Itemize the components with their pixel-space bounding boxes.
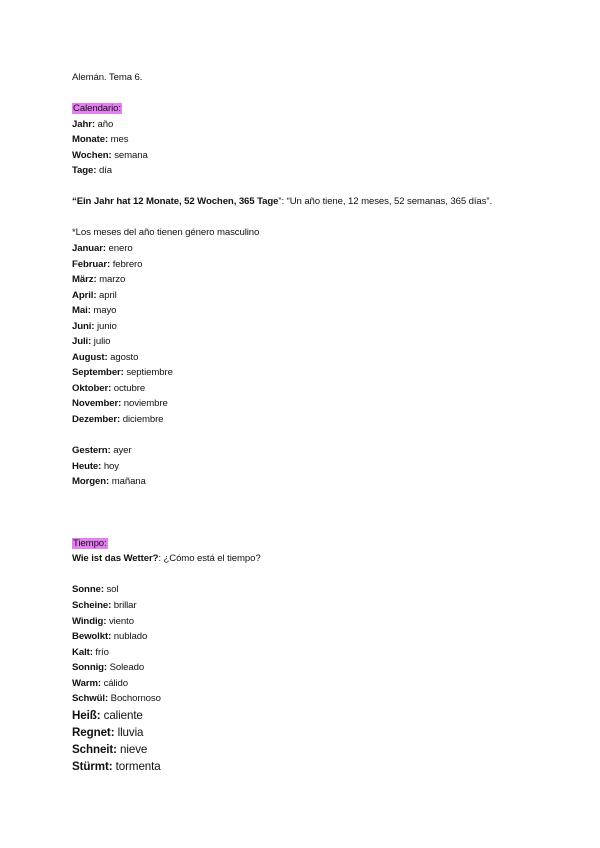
vocab-item [72,443,552,459]
vocab-item [72,707,552,724]
vocab-item [72,132,552,148]
german-term: März: [72,274,97,286]
spanish-translation: octubre [111,382,146,394]
spanish-translation: Bochornoso [108,693,161,705]
german-term: November: [72,398,122,410]
vocab-item [72,257,552,273]
german-term: Jahr: [72,118,95,130]
vocab-item [72,582,552,598]
german-term: Heute: [72,460,102,472]
section-heading-calendario: Calendario: [73,103,121,115]
vocab-item [72,288,552,304]
spanish-translation: april [96,289,117,301]
german-term: Heiß: [72,708,101,722]
spanish-translation: cálido [101,677,129,689]
document-title: Alemán. Tema 6. [72,72,143,83]
vocab-item [72,459,552,475]
vocab-item [72,474,552,490]
german-term: Morgen: [72,476,110,488]
german-term: Oktober: [72,382,112,394]
vocab-item [72,741,552,758]
german-term: Sonne: [72,584,104,596]
german-term: Monate: [72,134,109,146]
german-term: Warm: [72,677,101,689]
german-term: August: [72,351,108,363]
german-term: Kalt: [72,646,93,658]
german-term: September: [72,367,124,379]
spanish-translation: caliente [100,708,143,722]
german-term: Juli: [72,336,92,348]
spanish-translation: noviembre [121,398,168,410]
vocab-item [72,598,552,614]
vocab-item [72,614,552,630]
spanish-translation: junio [94,320,117,332]
spanish-translation: brillar [111,599,137,611]
spanish-translation: mes [108,134,129,146]
note: *Los meses del año tienen género masculino [72,227,260,239]
vocab-item [72,272,552,288]
german-term: Juni: [72,320,95,332]
spanish-translation: año [94,118,114,130]
german-term: Windig: [72,615,107,627]
german-term: Scheine: [72,599,112,611]
german-term: Mai: [72,305,91,317]
spanish-translation: nublado [111,631,148,643]
german-term: Schneit: [72,742,117,756]
german-term: Bewolkt: [72,631,112,643]
german-term: Januar: [72,243,106,255]
vocab-item [72,381,552,397]
spanish-translation: agosto [107,351,139,363]
german-term: Gestern: [72,445,111,457]
german-term: Dezember: [72,414,121,426]
vocab-item [72,319,552,335]
spanish-translation: día [96,165,112,177]
spanish-translation: lluvia [114,725,144,739]
spanish-translation: julio [91,336,111,348]
german-term: Schwül: [72,693,109,705]
vocab-item [72,396,552,412]
spanish-translation: mañana [109,476,146,488]
spanish-translation: ayer [110,445,132,457]
vocab-item [72,241,552,257]
german-term: Sonnig: [72,662,108,674]
german-term: Wochen: [72,149,112,161]
spanish-translation: marzo [96,274,126,286]
spanish-translation: enero [105,243,133,255]
vocab-item [72,691,552,707]
spanish-translation: tormenta [112,759,161,773]
german-term: Stürmt: [72,759,113,773]
vocab-item [72,163,552,179]
spanish-translation: frío [92,646,109,658]
spanish-translation: diciembre [120,414,164,426]
vocab-item [72,676,552,692]
example-sentence: “Ein Jahr hat 12 Monate, 52 Wochen, 365 Tage”: “Un año tiene, 12 meses, 52 semanas, 365 días”. [72,196,493,208]
spanish-translation: hoy [101,460,119,472]
spanish-translation: viento [106,615,134,627]
vocab-item [72,758,552,775]
spanish-translation: semana [111,149,148,161]
vocab-item [72,645,552,661]
weather-question: Wie ist das Wetter?: ¿Cómo está el tiempo? [72,553,261,565]
document-page [72,70,552,775]
german-term: Regnet: [72,725,115,739]
vocab-item [72,350,552,366]
vocab-item [72,334,552,350]
vocab-item [72,148,552,164]
spanish-translation: mayo [90,305,117,317]
vocab-item [72,724,552,741]
vocab-item [72,365,552,381]
spanish-translation: Soleado [107,662,145,674]
section-heading-tiempo: Tiempo: [73,537,107,549]
german-term: April: [72,289,97,301]
vocab-item [72,303,552,319]
spanish-translation: sol [103,584,119,596]
vocab-item [72,629,552,645]
spanish-translation: septiembre [123,367,173,379]
german-term: Tage: [72,165,97,177]
vocab-item [72,660,552,676]
spanish-translation: febrero [110,258,143,270]
german-term: Februar: [72,258,111,270]
vocab-item [72,117,552,133]
vocab-item [72,412,552,428]
spanish-translation: nieve [116,742,148,756]
